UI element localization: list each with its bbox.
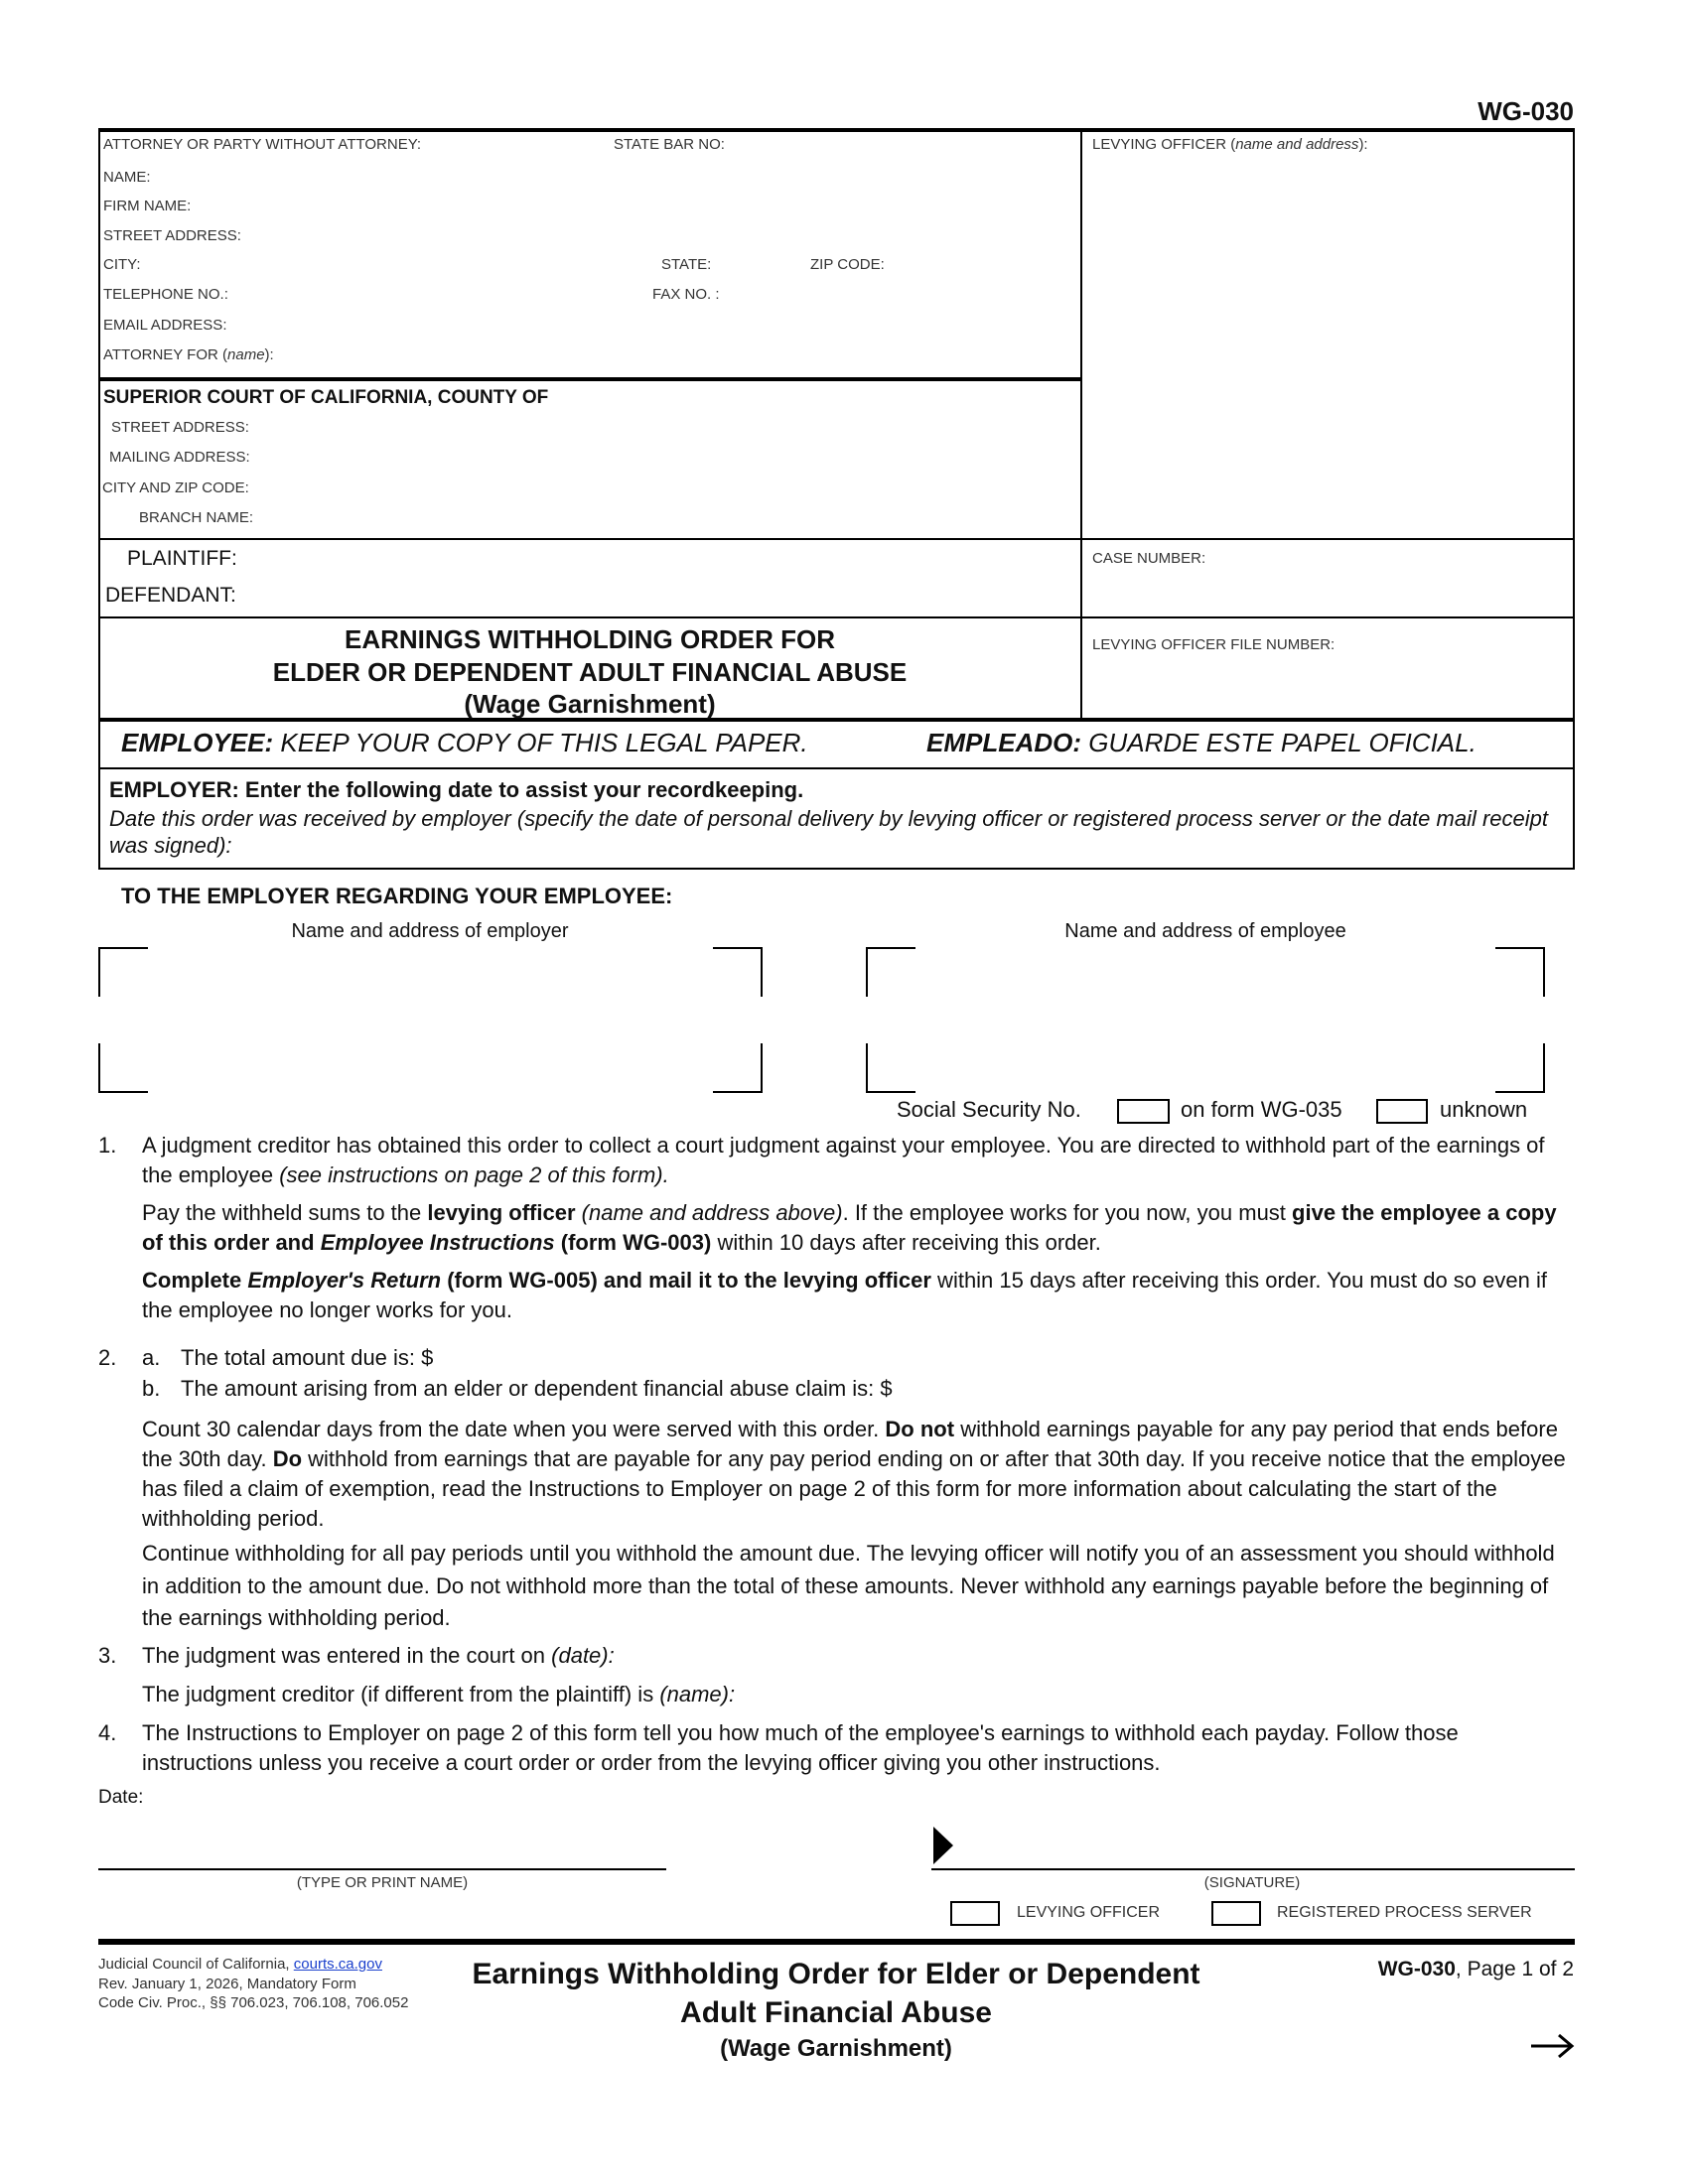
date-label: Date: [98, 1787, 144, 1808]
item4-text: The Instructions to Employer on page 2 of this form tell you how much of the employee's earnings to withhold each payday. Follow those instructions unless you receive a court order or order from the levying officer giving you other instructions. [142, 1720, 1459, 1775]
t: Judicial Council of California, [98, 1956, 294, 1973]
footer-rev: Rev. January 1, 2026, Mandatory Form [98, 1976, 356, 1992]
process-server-check-label: REGISTERED PROCESS SERVER [1277, 1904, 1532, 1921]
file-number-label: LEVYING OFFICER FILE NUMBER: [1092, 636, 1336, 653]
t: (date): [551, 1643, 615, 1668]
lo-end: ): [1358, 136, 1368, 153]
item1-number: 1. [98, 1133, 117, 1158]
item1-para1 [142, 1131, 1577, 1190]
email-label: EMAIL ADDRESS: [103, 317, 227, 334]
t: Complete [142, 1268, 248, 1293]
box-left [98, 128, 100, 870]
footer-rule [98, 1939, 1575, 1945]
attorney-for-name: name [227, 346, 265, 363]
t: Count 30 calendar days from the date when you were served with this order. [142, 1417, 886, 1441]
signature-line[interactable] [931, 1868, 1575, 1870]
t: levying officer [427, 1200, 576, 1225]
item4-number: 4. [98, 1720, 117, 1745]
court-street-label: STREET ADDRESS: [111, 419, 249, 436]
item1-para2 [142, 1198, 1577, 1258]
lo-text: LEVYING OFFICER ( [1092, 136, 1236, 153]
footer-council [98, 1956, 382, 1973]
plaintiff-label: PLAINTIFF: [127, 547, 237, 570]
levying-officer-label [1092, 136, 1368, 153]
parties-bottom [98, 616, 1575, 618]
levying-officer-checkbox[interactable] [950, 1901, 1000, 1926]
phone-label: TELEPHONE NO.: [103, 286, 228, 303]
ssn-on-form-label: on form WG-035 [1181, 1097, 1342, 1122]
defendant-label: DEFENDANT: [105, 584, 236, 607]
empleado-notice [926, 728, 1477, 758]
lo-italic: name and address [1235, 136, 1359, 153]
bracket-corner [866, 1043, 915, 1093]
courts-link[interactable]: courts.ca.gov [293, 1956, 382, 1973]
fax-label: FAX NO. : [652, 286, 720, 303]
next-page-arrow-icon[interactable] [1529, 2033, 1575, 2059]
title-line1: EARNINGS WITHHOLDING ORDER FOR [345, 624, 835, 654]
employee-address-label: Name and address of employee [1064, 920, 1346, 942]
signature-label: (SIGNATURE) [1203, 1874, 1301, 1891]
t: withhold earnings payable for any pay period that ends before the 30th day. [142, 1417, 1558, 1471]
notice-bottom [98, 767, 1575, 769]
footer-title-3: (Wage Garnishment) [720, 2035, 952, 2062]
city-label: CITY: [103, 256, 141, 273]
employee-notice [121, 728, 808, 758]
firm-label: FIRM NAME: [103, 198, 192, 214]
bracket-corner [98, 1043, 148, 1093]
employer-date-text: Date this order was received by employer (specify the date of personal delivery by levying officer or registered process server or the date mail receipt was signed): [109, 806, 1549, 858]
item3-number: 3. [98, 1643, 117, 1668]
print-name-line[interactable] [98, 1868, 666, 1870]
print-name-label: (TYPE OR PRINT NAME) [296, 1874, 469, 1891]
name-label: NAME: [103, 169, 151, 186]
employee-notice-text: KEEP YOUR COPY OF THIS LEGAL PAPER. [273, 728, 808, 757]
t: (name): [659, 1682, 736, 1706]
box-top [98, 128, 1575, 132]
attorney-bottom [98, 377, 1082, 381]
street-label: STREET ADDRESS: [103, 227, 241, 244]
empleado-notice-bold: EMPLEADO: [926, 728, 1081, 757]
ssn-unknown-checkbox[interactable] [1376, 1099, 1428, 1124]
t: (see instructions on page 2 of this form). [279, 1162, 669, 1187]
footer-title-2: Adult Financial Abuse [680, 1996, 992, 2029]
footer-page [1378, 1958, 1574, 1981]
item2-number: 2. [98, 1345, 117, 1370]
employee-notice-bold: EMPLOYEE: [121, 728, 274, 757]
bracket-corner [713, 1043, 763, 1093]
state-bar-label: STATE BAR NO: [614, 136, 725, 153]
ssn-label: Social Security No. [897, 1097, 1081, 1122]
t: within 15 days after receiving this order. You must do so even if the employee no longer works for you. [142, 1268, 1547, 1322]
form-title [98, 623, 1081, 721]
case-number-label: CASE NUMBER: [1092, 550, 1206, 567]
t: withhold from earnings that are payable for any pay period ending on or after that 30th day. If you receive notice that the employee has filed a claim of exemption, read the Instructions to Employer on page 2 of this form for more information about calculating the start of the withholding period. [142, 1446, 1566, 1531]
employer-box-bottom [98, 868, 1575, 870]
item2-continue-para: Continue withholding for all pay periods until you withhold the amount due. The levying officer will notify you of an assessment you should withhold in addition to the amount due. Do not withhold more than the total of these amounts. Never withhold any earnings payable before the beginning of the earnings withholding period. [142, 1541, 1555, 1630]
footer-code: Code Civ. Proc., §§ 706.023, 706.108, 706.052 [98, 1994, 409, 2011]
item2-count-para [142, 1415, 1577, 1534]
levying-officer-check-label: LEVYING OFFICER [1017, 1904, 1161, 1921]
court-city-label: CITY AND ZIP CODE: [102, 479, 249, 496]
item2b-text: The amount arising from an elder or dependent financial abuse claim is: $ [181, 1376, 893, 1401]
t: Do not [885, 1417, 955, 1441]
form-id: WG-030 [1477, 96, 1574, 126]
t: . If the employee works for you now, you must [842, 1200, 1293, 1225]
item2b-letter: b. [142, 1376, 161, 1401]
footer-title-1: Earnings Withholding Order for Elder or Dependent [472, 1958, 1200, 1990]
attorney-header: ATTORNEY OR PARTY WITHOUT ATTORNEY: [103, 136, 422, 153]
court-title: SUPERIOR COURT OF CALIFORNIA, COUNTY OF [103, 387, 549, 408]
t: , Page 1 of 2 [1455, 1958, 1574, 1980]
t: Do [272, 1446, 303, 1471]
court-bottom [98, 538, 1575, 540]
bracket-corner [713, 947, 763, 997]
ssn-unknown-label: unknown [1440, 1097, 1528, 1122]
t: A judgment creditor has obtained this order to collect a court judgment against your employee. You are directed to withhold part of the earnings of the employee [142, 1133, 1545, 1187]
t: (form WG-005) and mail it to the levying officer [441, 1268, 931, 1293]
item2a-text: The total amount due is: $ [181, 1345, 434, 1370]
title-line2: ELDER OR DEPENDENT ADULT FINANCIAL ABUSE [272, 656, 908, 687]
item2a-letter: a. [142, 1345, 161, 1370]
t: give the employee a copy of this order and [142, 1200, 1557, 1255]
signature-arrow-icon [933, 1827, 955, 1866]
footer-title [409, 1956, 1263, 2065]
bracket-corner [1495, 947, 1545, 997]
title-line3: (Wage Garnishment) [464, 689, 716, 719]
t: (form WG-003) [554, 1230, 712, 1255]
bracket-corner [1495, 1043, 1545, 1093]
t: Employer's Return [247, 1268, 442, 1293]
court-mailing-label: MAILING ADDRESS: [109, 449, 250, 466]
item3-creditor-line [142, 1680, 735, 1709]
to-employer-heading: TO THE EMPLOYER REGARDING YOUR EMPLOYEE: [121, 884, 673, 908]
item1-para3 [142, 1266, 1577, 1325]
state-label: STATE: [661, 256, 712, 273]
item3-date-line [142, 1641, 615, 1671]
employer-address-label: Name and address of employer [291, 920, 569, 942]
box-right [1573, 128, 1575, 870]
court-branch-label: BRANCH NAME: [139, 509, 254, 526]
attorney-for-text: ATTORNEY FOR ( [103, 346, 228, 363]
bracket-corner [866, 947, 915, 997]
t: The judgment was entered in the court on [142, 1643, 552, 1668]
bracket-corner [98, 947, 148, 997]
t: Employee Instructions [320, 1230, 555, 1255]
process-server-checkbox[interactable] [1211, 1901, 1261, 1926]
employer-heading: EMPLOYER: Enter the following date to assist your recordkeeping. [109, 777, 804, 802]
attorney-for-end: ): [264, 346, 274, 363]
t: within 10 days after receiving this order. [711, 1230, 1101, 1255]
attorney-for-label [103, 346, 274, 363]
t: WG-030 [1377, 1958, 1456, 1980]
ssn-on-form-checkbox[interactable] [1117, 1099, 1170, 1124]
empleado-notice-text: GUARDE ESTE PAPEL OFICIAL. [1081, 728, 1477, 757]
zip-label: ZIP CODE: [810, 256, 885, 273]
t: The judgment creditor (if different from the plaintiff) is [142, 1682, 660, 1706]
t: Pay the withheld sums to the [142, 1200, 428, 1225]
t: (name and address above) [575, 1200, 843, 1225]
